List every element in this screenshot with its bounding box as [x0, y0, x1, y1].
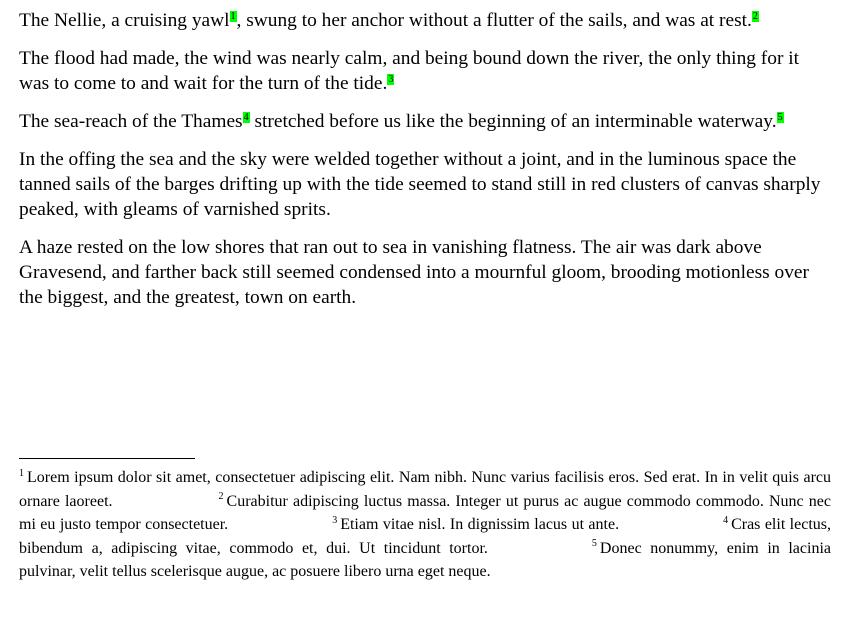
footnote-ref-1[interactable]: 1: [230, 10, 236, 22]
footnote-text: Etiam vitae nisl. In dignissim lacus ut ante.: [340, 516, 620, 533]
footnote-number: 3: [332, 514, 338, 526]
paragraph-2-text: The flood had made, the wind was nearly calm, and being bound down the river, the only thing for it was to come to and wait for the turn of the tide.: [19, 48, 800, 94]
paragraph-3-text-b: stretched before us like the beginning of an interminable waterway.: [249, 111, 777, 132]
paragraph-4: [19, 147, 831, 222]
footnote-separator: [19, 458, 195, 459]
footnote-ref-2[interactable]: 2: [752, 10, 758, 22]
paragraph-1-text-b: , swung to her anchor without a flutter of the sails, and was at rest.: [236, 10, 752, 31]
footnote-number: 1: [19, 467, 24, 479]
paragraph-5: [19, 235, 831, 310]
footnote-number: 2: [218, 491, 224, 503]
paragraph-2: [19, 46, 831, 96]
footnotes-section: [19, 466, 831, 584]
footnote-text: Donec nonummy, enim in lacinia pulvinar, velit tellus scelerisque augue, ac posuere libero urna eget neque.: [19, 539, 832, 580]
footnote-number: 4: [723, 514, 729, 526]
footnote-ref-3[interactable]: 3: [388, 73, 394, 85]
paragraph-3: [19, 109, 831, 134]
document-body: [19, 8, 831, 323]
footnote-number: 5: [591, 538, 597, 550]
footnote-ref-4[interactable]: 4: [243, 111, 249, 123]
footnote-text: Curabitur adipiscing luctus massa. Integer ut purus ac augue commodo commodo. Nunc nec mi eu justo tempor consectetuer.: [19, 492, 831, 533]
paragraph-1-text-a: The Nellie, a cruising yawl: [19, 10, 230, 31]
paragraph-3-text-a: The sea-reach of the Thames: [19, 111, 243, 132]
paragraph-4-text: In the offing the sea and the sky were welded together without a joint, and in the luminous space the tanned sails of the barges drifting up with the tide seemed to stand still in red clusters of canvas sharply peaked, with gleams of varnished sprits.: [19, 149, 821, 220]
footnote-text: Lorem ipsum dolor sit amet, consectetuer adipiscing elit. Nam nibh. Nunc varius facilisis eros. Sed erat. In in velit quis arcu ornare laoreet.: [19, 469, 831, 510]
footnote-text: Cras elit lectus, bibendum a, adipiscing vitae, commodo et, dui. Ut tincidunt tortor.: [19, 516, 832, 557]
paragraph-5-text: A haze rested on the low shores that ran out to sea in vanishing flatness. The air was dark above Gravesend, and farther back still seemed condensed into a mournful gloom, brooding motionless over the biggest, and the greatest, town on earth.: [19, 237, 809, 308]
paragraph-1: [19, 8, 831, 33]
footnote-3: [332, 516, 619, 533]
footnote-ref-5[interactable]: 5: [777, 111, 783, 123]
